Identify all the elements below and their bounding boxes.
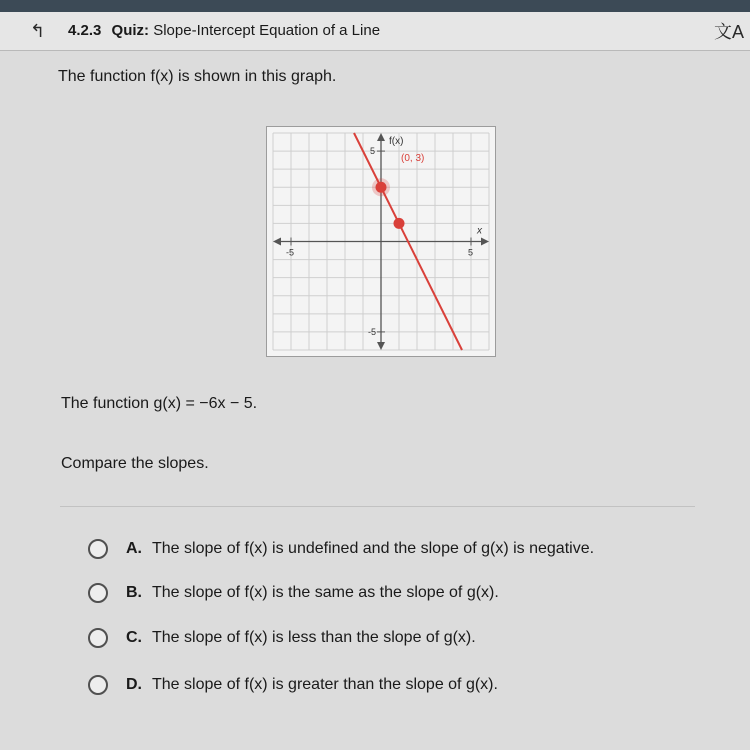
y-axis-arrow-down (377, 342, 385, 350)
choice-text: The slope of f(x) is the same as the slope of g(x). (152, 584, 499, 601)
compare-instruction: Compare the slopes. (61, 455, 209, 472)
choice-letter: D. (126, 676, 142, 693)
lesson-number: 4.2.3 (68, 22, 102, 39)
x-axis-arrow-right (481, 238, 489, 246)
choice-letter: B. (126, 584, 142, 601)
choice-d[interactable] (88, 671, 708, 699)
top-bar (0, 0, 750, 12)
graph-svg (267, 127, 495, 356)
choice-letter: C. (126, 629, 142, 646)
quiz-header (0, 12, 750, 51)
choice-text: The slope of f(x) is undefined and the slope of g(x) is negative. (152, 540, 595, 557)
radio-button[interactable] (88, 628, 108, 648)
radio-button[interactable] (88, 539, 108, 559)
quiz-label: Quiz: (111, 22, 150, 39)
x-axis-label: x (477, 225, 482, 237)
x-axis-arrow-left (273, 238, 281, 246)
choice-text: The slope of f(x) is less than the slope of g(x). (152, 629, 476, 646)
x-tick-label: -5 (286, 247, 295, 258)
radio-button[interactable] (88, 675, 108, 695)
choice-a[interactable] (88, 535, 708, 563)
back-arrow-icon[interactable]: ↰ (30, 21, 46, 41)
y-tick-label: 5 (370, 146, 376, 157)
g-function-statement: The function g(x) = −6x − 5. (61, 395, 258, 412)
choice-letter: A. (126, 540, 142, 557)
function-graph (266, 126, 496, 357)
choice-text: The slope of f(x) is greater than the slope of g(x). (152, 676, 498, 693)
radio-button[interactable] (88, 583, 108, 603)
page-title (68, 21, 380, 41)
second-point (394, 218, 405, 229)
quiz-title: Slope-Intercept Equation of a Line (153, 22, 381, 39)
y-axis-arrow-up (377, 133, 385, 141)
x-tick-label: 5 (468, 247, 474, 258)
y-axis-label: f(x) (389, 136, 404, 147)
question-content (0, 51, 750, 750)
y-intercept-point (376, 182, 387, 193)
question-prompt: The function f(x) is shown in this graph. (58, 68, 337, 85)
divider (60, 506, 695, 507)
translate-icon[interactable]: 文A (713, 22, 744, 42)
choice-b[interactable] (88, 579, 708, 607)
y-tick-label: -5 (368, 326, 377, 337)
point-label: (0, 3) (401, 153, 425, 164)
choice-c[interactable] (88, 624, 708, 652)
